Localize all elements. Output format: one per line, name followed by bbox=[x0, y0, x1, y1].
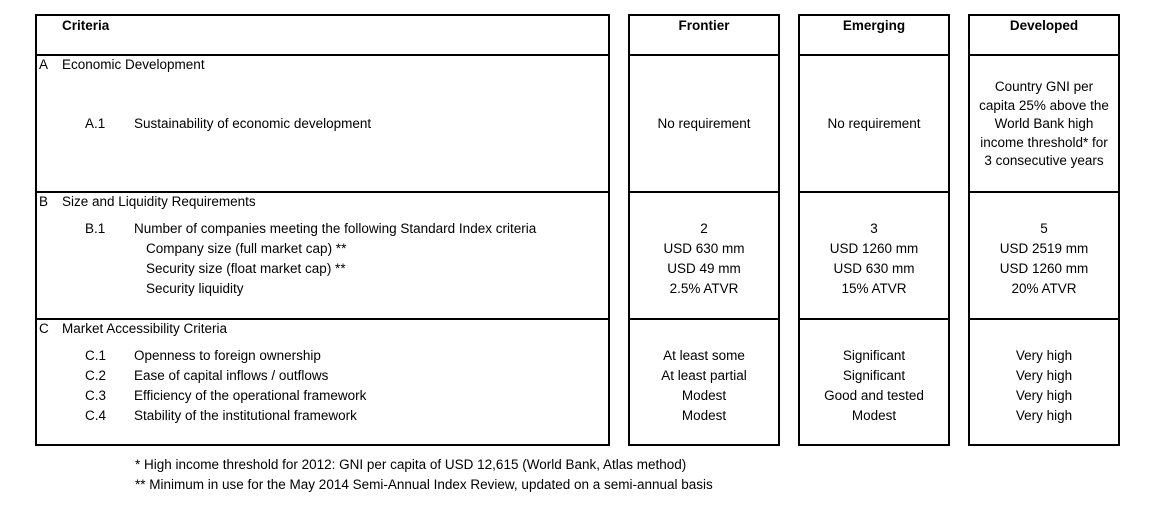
developed-header: Developed bbox=[1009, 18, 1079, 33]
row-label-b1: Number of companies meeting the following Standard Index criteria bbox=[134, 221, 537, 236]
frontier-value-c3: Modest bbox=[681, 388, 727, 403]
frontier-value-c1: At least some bbox=[663, 348, 745, 363]
section-divider-c bbox=[630, 318, 778, 320]
section-divider-b bbox=[630, 191, 778, 193]
footnote-minimum: ** Minimum in use for the May 2014 Semi-Annual Index Review, updated on a semi-annual basis bbox=[135, 477, 713, 492]
developed-b1-security-size: USD 1260 mm bbox=[999, 261, 1089, 276]
frontier-b1-liquidity: 2.5% ATVR bbox=[669, 281, 739, 296]
emerging-b1-security-size: USD 630 mm bbox=[833, 261, 915, 276]
section-c-letter: C bbox=[39, 321, 49, 336]
developed-value-c4: Very high bbox=[1015, 408, 1073, 423]
header-divider bbox=[970, 54, 1118, 56]
row-code-c3: C.3 bbox=[85, 388, 107, 403]
row-label-c1: Openness to foreign ownership bbox=[134, 348, 321, 363]
developed-value-c1: Very high bbox=[1015, 348, 1073, 363]
section-divider-b bbox=[800, 191, 948, 193]
frontier-value-c2: At least partial bbox=[661, 368, 747, 383]
section-a-letter: A bbox=[39, 57, 49, 72]
criteria-header: Criteria bbox=[62, 18, 110, 33]
emerging-value-c1: Significant bbox=[842, 348, 906, 363]
developed-b1-count: 5 bbox=[1040, 221, 1048, 236]
developed-value-c2: Very high bbox=[1015, 368, 1073, 383]
section-b-title: Size and Liquidity Requirements bbox=[62, 194, 256, 209]
section-b-letter: B bbox=[39, 194, 49, 209]
header-divider bbox=[800, 54, 948, 56]
section-c-title: Market Accessibility Criteria bbox=[62, 321, 228, 336]
developed-b1-liquidity: 20% ATVR bbox=[1011, 281, 1077, 296]
header-divider bbox=[630, 54, 778, 56]
row-code-c1: C.1 bbox=[85, 348, 107, 363]
row-code-c4: C.4 bbox=[85, 408, 107, 423]
developed-b1-company-size: USD 2519 mm bbox=[999, 241, 1089, 256]
frontier-b1-company-size: USD 630 mm bbox=[663, 241, 745, 256]
emerging-b1-company-size: USD 1260 mm bbox=[829, 241, 919, 256]
developed-value-c3: Very high bbox=[1015, 388, 1073, 403]
footnote-high-income: * High income threshold for 2012: GNI per capita of USD 12,615 (World Bank, Atlas method) bbox=[135, 457, 687, 472]
section-divider-b bbox=[970, 191, 1118, 193]
sub-label-security-size: Security size (float market cap) ** bbox=[146, 261, 346, 276]
emerging-value-c4: Modest bbox=[851, 408, 897, 423]
frontier-value-a1: No requirement bbox=[657, 116, 751, 131]
section-divider-c bbox=[800, 318, 948, 320]
developed-a1-line: Country GNI per bbox=[994, 79, 1094, 94]
emerging-b1-liquidity: 15% ATVR bbox=[841, 281, 907, 296]
sub-label-company-size: Company size (full market cap) ** bbox=[146, 241, 347, 256]
emerging-b1-count: 3 bbox=[870, 221, 878, 236]
emerging-header: Emerging bbox=[842, 18, 906, 33]
frontier-header: Frontier bbox=[678, 18, 730, 33]
emerging-value-c3: Good and tested bbox=[824, 388, 924, 403]
emerging-value-c2: Significant bbox=[842, 368, 906, 383]
emerging-value-a1: No requirement bbox=[827, 116, 921, 131]
section-a-title: Economic Development bbox=[62, 57, 205, 72]
row-code-b1: B.1 bbox=[85, 221, 106, 236]
row-label-c4: Stability of the institutional framework bbox=[134, 408, 357, 423]
developed-a1-line: capita 25% above the bbox=[979, 97, 1109, 113]
row-code-c2: C.2 bbox=[85, 368, 107, 383]
frontier-b1-security-size: USD 49 mm bbox=[667, 261, 741, 276]
frontier-b1-count: 2 bbox=[700, 221, 708, 236]
section-divider-c bbox=[970, 318, 1118, 320]
row-code-a1: A.1 bbox=[85, 116, 106, 131]
developed-a1-line: World Bank high bbox=[994, 116, 1094, 131]
sub-label-security-liquidity: Security liquidity bbox=[146, 281, 244, 296]
developed-a1-line: 3 consecutive years bbox=[984, 153, 1104, 168]
row-label-c3: Efficiency of the operational framework bbox=[134, 388, 367, 403]
frontier-value-c4: Modest bbox=[681, 408, 727, 423]
row-label-c2: Ease of capital inflows / outflows bbox=[134, 368, 329, 383]
row-label-a1: Sustainability of economic development bbox=[134, 116, 372, 131]
developed-a1-line: income threshold* for bbox=[980, 134, 1108, 150]
developed-value-a1 bbox=[968, 78, 1120, 171]
